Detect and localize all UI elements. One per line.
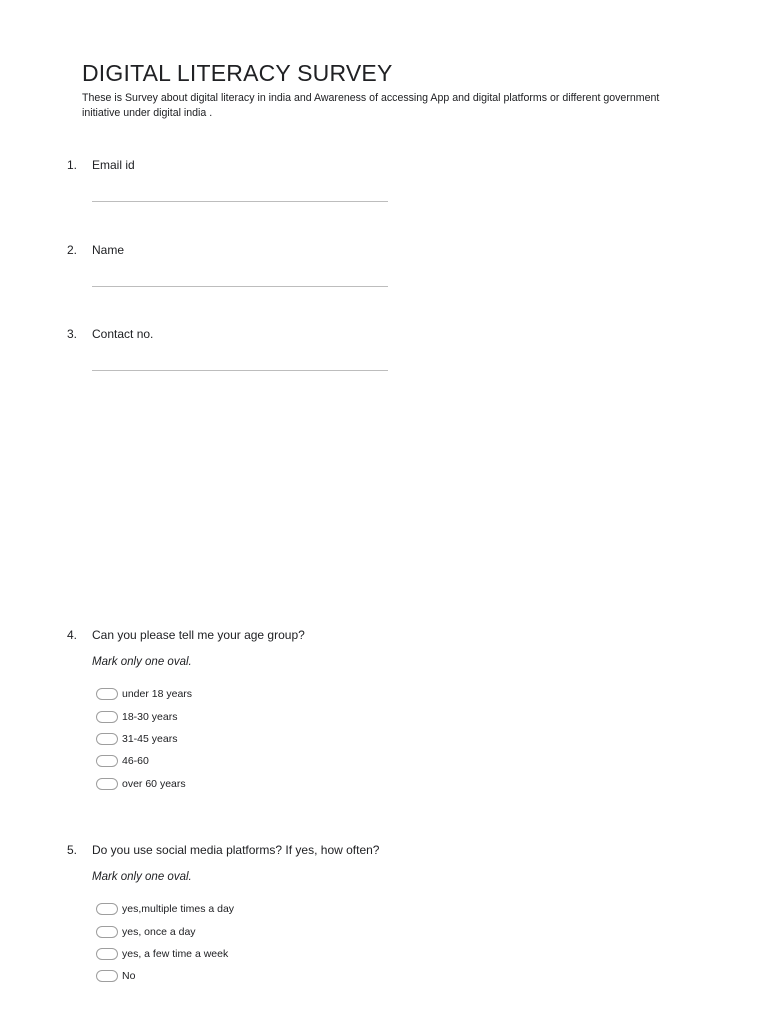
radio-oval[interactable] [96, 778, 118, 790]
radio-oval[interactable] [96, 733, 118, 745]
option-label: 31-45 years [122, 733, 178, 745]
radio-oval[interactable] [96, 903, 118, 915]
question-label: Email id [92, 158, 135, 172]
option-label: No [122, 970, 136, 982]
name-answer-field[interactable] [92, 286, 388, 287]
radio-option[interactable] [96, 901, 234, 917]
radio-option[interactable] [96, 709, 177, 725]
contact-answer-field[interactable] [92, 370, 388, 371]
radio-option[interactable] [96, 946, 228, 962]
radio-oval[interactable] [96, 755, 118, 767]
radio-option[interactable] [96, 731, 177, 747]
question-number: 1. [67, 158, 78, 172]
option-label: yes, a few time a week [122, 948, 229, 960]
form-title: DIGITAL LITERACY SURVEY [82, 60, 393, 86]
radio-oval[interactable] [96, 688, 118, 700]
option-label: yes, once a day [122, 926, 196, 938]
radio-oval[interactable] [96, 711, 118, 723]
question-label: Contact no. [92, 327, 154, 341]
option-label: yes,multiple times a day [122, 903, 235, 915]
question-number: 5. [67, 843, 78, 857]
question-label: Name [92, 243, 125, 257]
radio-oval[interactable] [96, 926, 118, 938]
email-answer-field[interactable] [92, 201, 388, 202]
question-number: 3. [67, 327, 78, 341]
form-description: These is Survey about digital literacy in india and Awareness of accessing App and digital platforms or different government initiative under digital india . [82, 92, 660, 119]
question-number: 4. [67, 628, 78, 642]
radio-option[interactable] [96, 776, 186, 792]
option-label: over 60 years [122, 778, 186, 790]
option-label: 18-30 years [122, 711, 178, 723]
question-hint: Mark only one oval. [92, 656, 192, 668]
option-label: under 18 years [122, 688, 193, 700]
option-label: 46-60 [122, 755, 149, 767]
radio-oval[interactable] [96, 970, 118, 982]
question-hint: Mark only one oval. [92, 871, 192, 883]
radio-option[interactable] [96, 753, 149, 769]
radio-option[interactable] [96, 924, 196, 940]
question-number: 2. [67, 243, 78, 257]
question-label: Can you please tell me your age group? [92, 628, 305, 642]
radio-option[interactable] [96, 686, 192, 702]
radio-option[interactable] [96, 968, 135, 984]
radio-oval[interactable] [96, 948, 118, 960]
question-label: Do you use social media platforms? If yes, how often? [92, 843, 380, 857]
